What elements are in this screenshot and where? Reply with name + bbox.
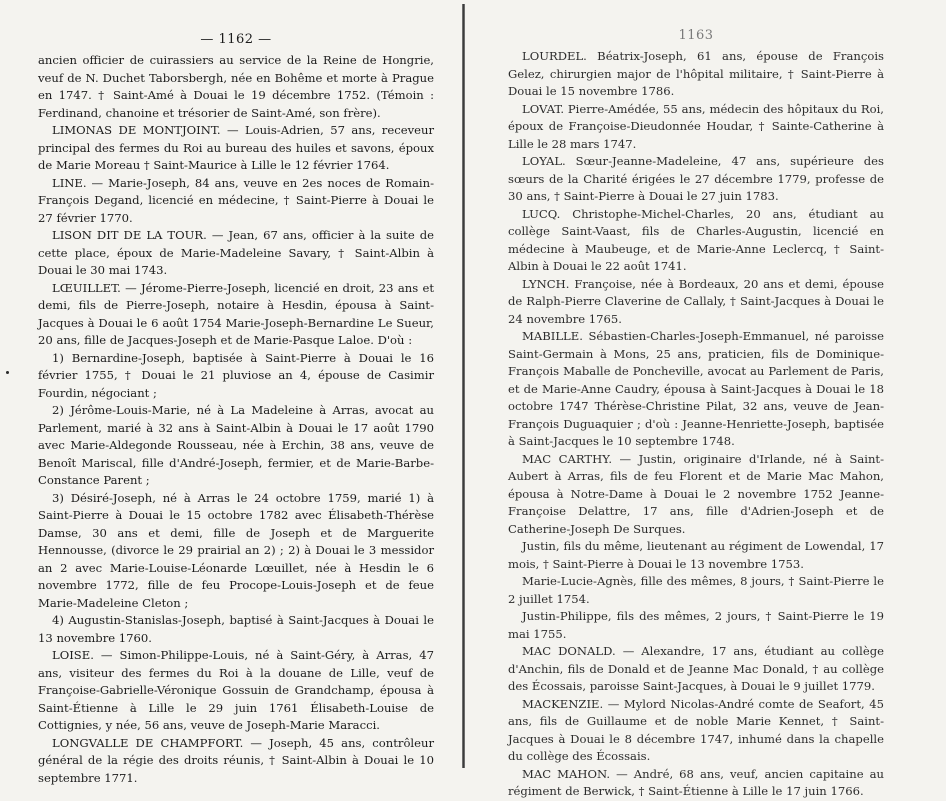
left-page bbox=[38, 0, 434, 785]
entry-loise: LOISE. — Simon-Philippe-Louis, né à Saint-Géry, à Arras, 47 ans, visiteur des fermes du Roi à la douane de Lille, veuf de Françoise-Gabrielle-Véronique Gossuin de Grandchamp, épousa à Saint-Étienne à Lille le 29 juin 1761 Élisabeth-Louise de Cottignies, y née, 56 ans, veuve de Joseph-Marie Maracci. bbox=[38, 648, 434, 732]
entry-loyal: LOYAL. Sœur-Jeanne-Madeleine, 47 ans, supérieure des sœurs de la Charité érigées le 27 décembre 1779, professe de 30 ans, † Saint-Pierre à Douai le 27 juin 1783. bbox=[508, 154, 884, 203]
entry-mac-carthy: MAC CARTHY. — Justin, originaire d'Irlande, né à Saint-Aubert à Arras, fils de feu Florent et de Marie Mac Mahon, épousa à Notre-Dame à Douai le 2 novembre 1752 Jeanne-Françoise Delattre, 17 ans, fille d'Adrien-Joseph et de Catherine-Joseph De Surques. bbox=[508, 451, 884, 536]
entry-mac-carthy-daughter: Marie-Lucie-Agnès, fille des mêmes, 8 jours, † Saint-Pierre le 2 juillet 1754. bbox=[508, 574, 884, 606]
entry-loeuillet-child-1: 1) Bernardine-Joseph, baptisée à Saint-Pierre à Douai le 16 février 1755, † Douai le 21 pluviose an 4, épouse de Casimir Fourdin, négociant ; bbox=[38, 350, 434, 400]
entry-mabille: MABILLE. Sébastien-Charles-Joseph-Emmanuel, né paroisse Saint-Germain à Mons, 25 ans, praticien, fils de Dominique-François Maballe de Poncheville, avocat au Parlement de Paris, et de Marie-Anne Caudry, épousa à Saint-Jacques à Douai le 18 octobre 1747 Thérèse-Christine Pilat, 32 ans, veuve de Jean-François Duguaquier ; d'où : Jeanne-Henriette-Joseph, baptisée à Saint-Jacques le 10 septembre 1748. bbox=[508, 329, 884, 448]
entry-line: LINE. — Marie-Joseph, 84 ans, veuve en 2es noces de Romain-François Degand, licencié en médecine, † Saint-Pierre à Douai le 27 février 1770. bbox=[38, 175, 434, 225]
entry-mac-donald: MAC DONALD. — Alexandre, 17 ans, étudiant au collège d'Anchin, fils de Donald et de Jeanne Mac Donald, † au collège des Écossais, paroisse Saint-Jacques, à Douai le 9 juillet 1779. bbox=[508, 644, 884, 693]
entry-mac-carthy-son-justin: Justin, fils du même, lieutenant au régiment de Lowendal, 17 mois, † Saint-Pierre à Douai le 13 novembre 1753. bbox=[508, 539, 884, 571]
entry-mac-mahon: MAC MAHON. — André, 68 ans, veuf, ancien capitaine au régiment de Berwick, † Saint-Étienne à Lille le 17 juin 1766. bbox=[508, 766, 884, 798]
right-page bbox=[508, 0, 884, 798]
right-page-text bbox=[508, 48, 884, 801]
margin-speck bbox=[6, 371, 9, 374]
entry-loeuillet: LŒUILLET. — Jérome-Pierre-Joseph, licencié en droit, 23 ans et demi, fils de Pierre-Joseph, notaire à Hesdin, épousa à Saint-Jacques à Douai le 6 août 1754 Marie-Joseph-Bernardine Le Sueur, 20 ans, fille de Jacques-Joseph et de Marie-Pasque Laloe. D'où : bbox=[38, 280, 434, 347]
right-page-number: 1163 bbox=[678, 28, 714, 43]
entry-lison: LISON DIT DE LA TOUR. — Jean, 67 ans, officier à la suite de cette place, époux de Marie-Madeleine Savary, † Saint-Albin à Douai le 30 mai 1743. bbox=[38, 228, 434, 277]
book-gutter bbox=[462, 4, 465, 768]
entry-lourdel: LOURDEL. Béatrix-Joseph, 61 ans, épouse de François Gelez, chirurgien major de l'hôpital militaire, † Saint-Pierre à Douai le 15 novembre 1786. bbox=[508, 49, 884, 98]
entry-loeuillet-child-2: 2) Jérôme-Louis-Marie, né à La Madeleine à Arras, avocat au Parlement, marié à 32 ans à Saint-Albin à Douai le 17 août 1790 avec Marie-Aldegonde Rousseau, née à Erchin, 38 ans, veuve de Benoît Mariscal, fille d'André-Joseph, fermier, et de Marie-Barbe-Constance Parent ; bbox=[38, 403, 434, 487]
entry-loeuillet-child-3: 3) Désiré-Joseph, né à Arras le 24 octobre 1759, marié 1) à Saint-Pierre à Douai le 15 octobre 1782 avec Élisabeth-Thérèse Damse, 30 ans et demi, fille de Joseph et de Marguerite Hennousse, (divorce le 29 prairial an 2) ; 2) à Douai le 3 messidor an 2 avec Marie-Louise-Léonarde Lœuillet, née à Hesdin le 6 novembre 1772, fille de feu Procope-Louis-Joseph et de feue Marie-Madeleine Cleton ; bbox=[38, 490, 434, 610]
entry-limonas: LIMONAS DE MONTJOINT. — Louis-Adrien, 57 ans, receveur principal des fermes du Roi au bureau des huiles et savons, époux de Marie Moreau † Saint-Maurice à Lille le 12 février 1764. bbox=[38, 123, 434, 172]
entry-mackenzie: MACKENZIE. — Mylord Nicolas-André comte de Seafort, 45 ans, fils de Guillaume et de noble Marie Kennet, † Saint-Jacques à Douai le 8 décembre 1747, inhumé dans la chapelle du collège des Écossais. bbox=[508, 696, 884, 763]
left-page-number: — 1162 — bbox=[200, 32, 272, 47]
entry-lynch: LYNCH. Françoise, née à Bordeaux, 20 ans et demi, épouse de Ralph-Pierre Claverine de Callaly, † Saint-Jacques à Douai le 24 novembre 1765. bbox=[508, 276, 884, 326]
entry-continuation: ancien officier de cuirassiers au service de la Reine de Hongrie, veuf de N. Duchet Taborsbergh, née en Bohême et morte à Prague en 1747. † Saint-Amé à Douai le 19 décembre 1752. (Témoin : Ferdinand, chanoine et trésorier de Saint-Amé, son frère). bbox=[38, 53, 434, 120]
entry-lucq: LUCQ. Christophe-Michel-Charles, 20 ans, étudiant au collège Saint-Vaast, fils de Charles-Augustin, licencié en médecine à Maubeuge, et de Marie-Anne Leclercq, † Saint-Albin à Douai le 22 août 1741. bbox=[508, 206, 884, 273]
left-page-text bbox=[38, 52, 434, 787]
entry-mac-carthy-son-justin-philippe: Justin-Philippe, fils des mêmes, 2 jours, † Saint-Pierre le 19 mai 1755. bbox=[508, 609, 884, 641]
entry-lovat: LOVAT. Pierre-Amédée, 55 ans, médecin des hôpitaux du Roi, époux de Françoise-Dieudonnée Houdar, † Sainte-Catherine à Lille le 28 mars 1747. bbox=[508, 101, 884, 151]
entry-longvalle: LONGVALLE DE CHAMPFORT. — Joseph, 45 ans, contrôleur général de la régie des droits réunis, † Saint-Albin à Douai le 10 septembre 1771. bbox=[38, 735, 434, 785]
entry-loeuillet-child-4: 4) Augustin-Stanislas-Joseph, baptisé à Saint-Jacques à Douai le 13 novembre 1760. bbox=[38, 613, 434, 645]
